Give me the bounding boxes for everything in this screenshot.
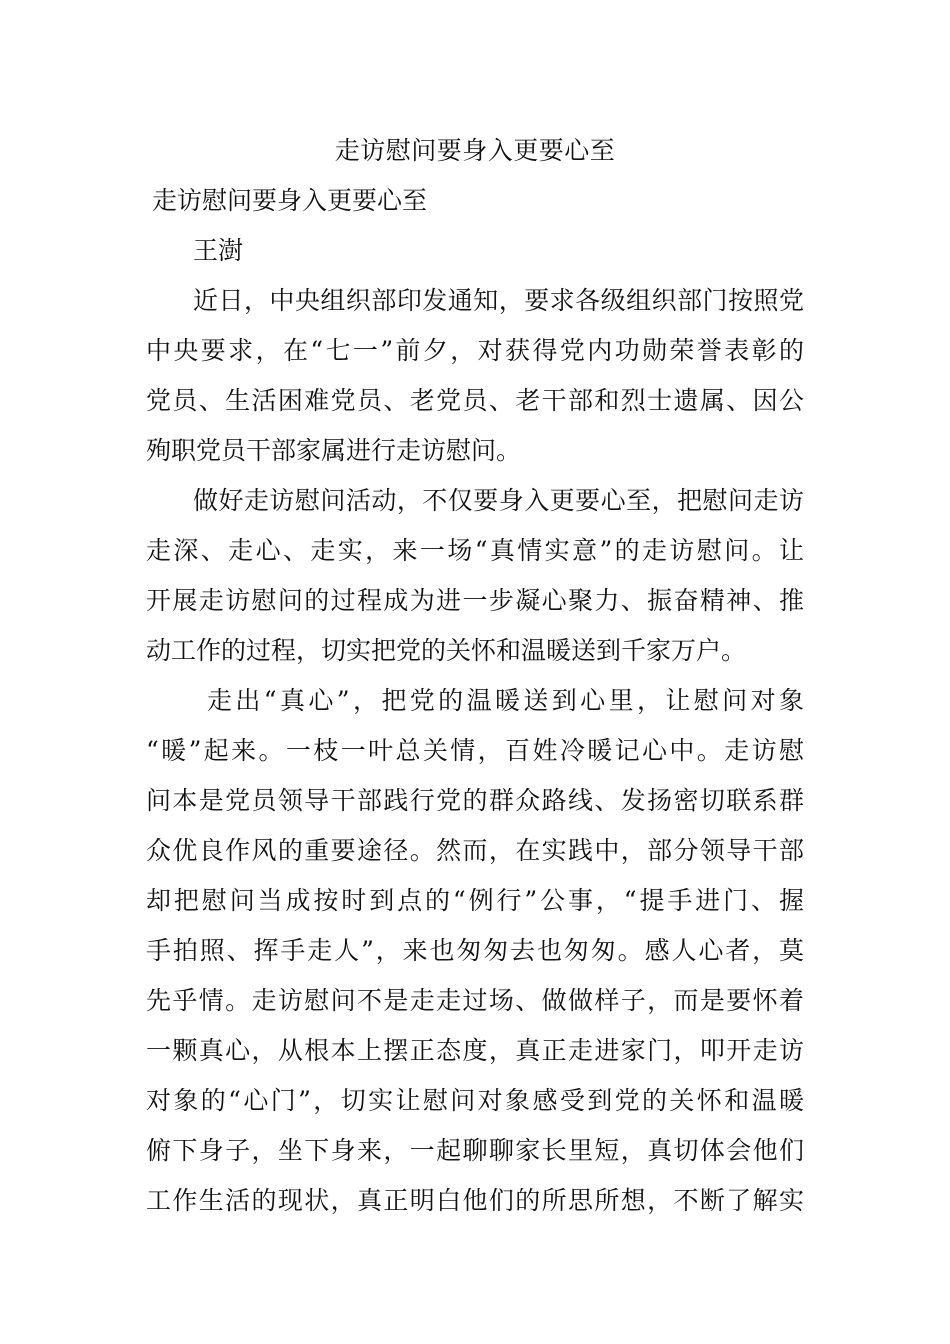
document-subtitle: 走访慰问要身入更要心至 [152, 186, 428, 215]
paragraph-line: 党员、生活困难党员、老党员、老干部和烈士遗属、因公 [146, 386, 804, 415]
document-title: 走访慰问要身入更要心至 [334, 136, 616, 165]
paragraph-line: 近日，中央组织部印发通知，要求各级组织部门按照党 [193, 286, 804, 315]
paragraph-line: “暖”起来。一枝一叶总关情，百姓冷暖记心中。走访慰 [146, 736, 804, 765]
paragraph-line: 工作生活的现状，真正明白他们的所思所想，不断了解实 [146, 1186, 804, 1215]
author-name: 王澍 [193, 236, 244, 265]
paragraph-line: 先乎情。走访慰问不是走走过场、做做样子，而是要怀着 [146, 986, 804, 1015]
paragraph-line: 开展走访慰问的过程成为进一步凝心聚力、振奋精神、推 [146, 586, 804, 615]
paragraph-line: 走深、走心、走实，来一场“真情实意”的走访慰问。让 [146, 536, 804, 565]
paragraph-line: 却把慰问当成按时到点的“例行”公事，“提手进门、握 [146, 886, 804, 915]
paragraph-line: 殉职党员干部家属进行走访慰问。 [146, 436, 522, 465]
paragraph-line: 众优良作风的重要途径。然而，在实践中，部分领导干部 [146, 836, 804, 865]
paragraph-line: 中央要求，在“七一”前夕，对获得党内功勋荣誉表彰的 [146, 336, 804, 365]
paragraph-line: 问本是党员领导干部践行党的群众路线、发扬密切联系群 [146, 786, 804, 815]
paragraph-line: 俯下身子，坐下身来，一起聊聊家长里短，真切体会他们 [146, 1136, 804, 1165]
paragraph-line: 手拍照、挥手走人”，来也匆匆去也匆匆。感人心者，莫 [146, 936, 804, 965]
paragraph-line: 对象的“心门”，切实让慰问对象感受到党的关怀和温暖 [146, 1086, 804, 1115]
paragraph-line: 走出“真心”，把党的温暖送到心里，让慰问对象 [207, 686, 804, 715]
paragraph-line: 做好走访慰问活动，不仅要身入更要心至，把慰问走访 [193, 486, 804, 515]
paragraph-line: 动工作的过程，切实把党的关怀和温暖送到千家万户。 [146, 636, 747, 665]
paragraph-line: 一颗真心，从根本上摆正态度，真正走进家门，叩开走访 [146, 1036, 804, 1065]
